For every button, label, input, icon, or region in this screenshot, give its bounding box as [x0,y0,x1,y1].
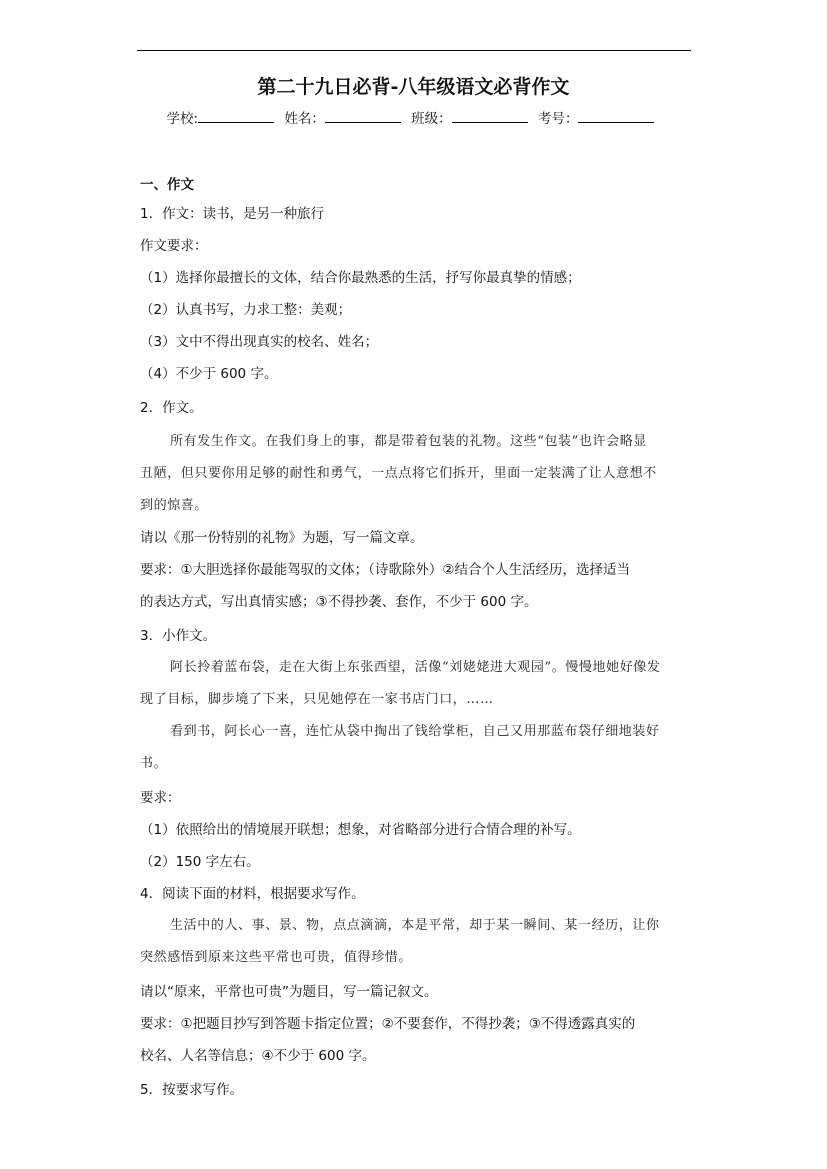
q1-title: 1．作文：读书，是另一种旅行 [140,206,325,222]
class-label: 班级： [411,111,452,127]
section-heading: 一、作文 [140,177,194,193]
exam-number-label: 考号： [537,111,579,127]
q2-req-line: 要求：①大胆选择你最能驾驭的文体；（诗歌除外）②结合个人生活经历，选择适当 [140,562,630,578]
q2-passage-line: 丑陋，但只要你用足够的耐性和勇气，一点点将它们拆开，里面一定装满了让人意想不 [140,466,657,481]
name-label: 姓名： [284,111,325,127]
school-label: 学校: [166,111,199,127]
q1-req-line: （3）文中不得出现真实的校名、姓名； [140,334,379,350]
q4-req-line: 要求：①把题目抄写到答题卡指定位置；②不要套作，不得抄袭；③不得透露真实的 [140,1016,636,1032]
q3-req-line: （2）150 字左右。 [140,854,260,870]
q5-title: 5．按要求写作。 [140,1082,244,1098]
page-title: 第二十九日必背-八年级语文必背作文 [257,76,570,98]
q3-req-line: （1）依照给出的情境展开联想；想象，对省略部分进行合情合理的补写。 [140,822,581,838]
q1-req-line: （4）不少于 600 字。 [140,366,278,382]
q4-prompt: 请以“原来，平常也可贵”为题目，写一篇记叙文。 [140,984,438,1000]
q2-passage-line: 到的惊喜。 [140,498,209,513]
q2-title: 2．作文。 [140,400,203,416]
q1-req-line: （2）认真书写，力求工整：美观； [140,302,352,318]
q2-prompt: 请以《那一份特别的礼物》为题，写一篇文章。 [140,530,424,546]
student-info-row [0,107,827,127]
school-blank [198,108,274,123]
q4-title: 4．阅读下面的材料，根据要求写作。 [140,886,365,902]
q4-req-line: 校名、人名等信息；④不少于 600 字。 [140,1048,376,1064]
q1-req-label: 作文要求： [140,238,208,254]
q4-passage-line: 生活中的人、事、景、物，点点滴滴，本是平常，却于某一瞬间、某一经历，让你 [170,918,660,933]
q3-title: 3．小作文。 [140,628,217,644]
q3-passage-line: 阿长拎着蓝布袋，走在大街上东张西望，活像“刘姥姥进大观园”。慢慢地她好像发 [170,660,661,675]
q3-passage-line: 现了目标，脚步境了下来，只见她停在一家书店门口，…… [140,692,494,707]
q3-passage-line: 看到书，阿长心一喜，连忙从袋中掏出了钱给掌柜，自己又用那蓝布袋仔细地装好 [170,724,660,739]
q1-req-line: （1）选择你最擅长的文体，结合你最熟悉的生活，抒写你最真挚的情感； [140,270,581,286]
header-rule [137,50,691,51]
name-blank [325,108,401,123]
exam-number-blank [578,108,654,123]
q3-passage-line: 书。 [140,756,168,771]
q4-passage-line: 突然感悟到原来这些平常也可贵，值得珍惜。 [140,950,413,965]
q2-passage-line: 所有发生作文。在我们身上的事，都是带着包装的礼物。这些“包装”也许会略显 [170,434,647,449]
q2-req-line: 的表达方式，写出真情实感；③不得抄袭、套作，不少于 600 字。 [140,594,538,610]
class-blank [452,108,528,123]
q3-req-label: 要求： [140,790,181,806]
